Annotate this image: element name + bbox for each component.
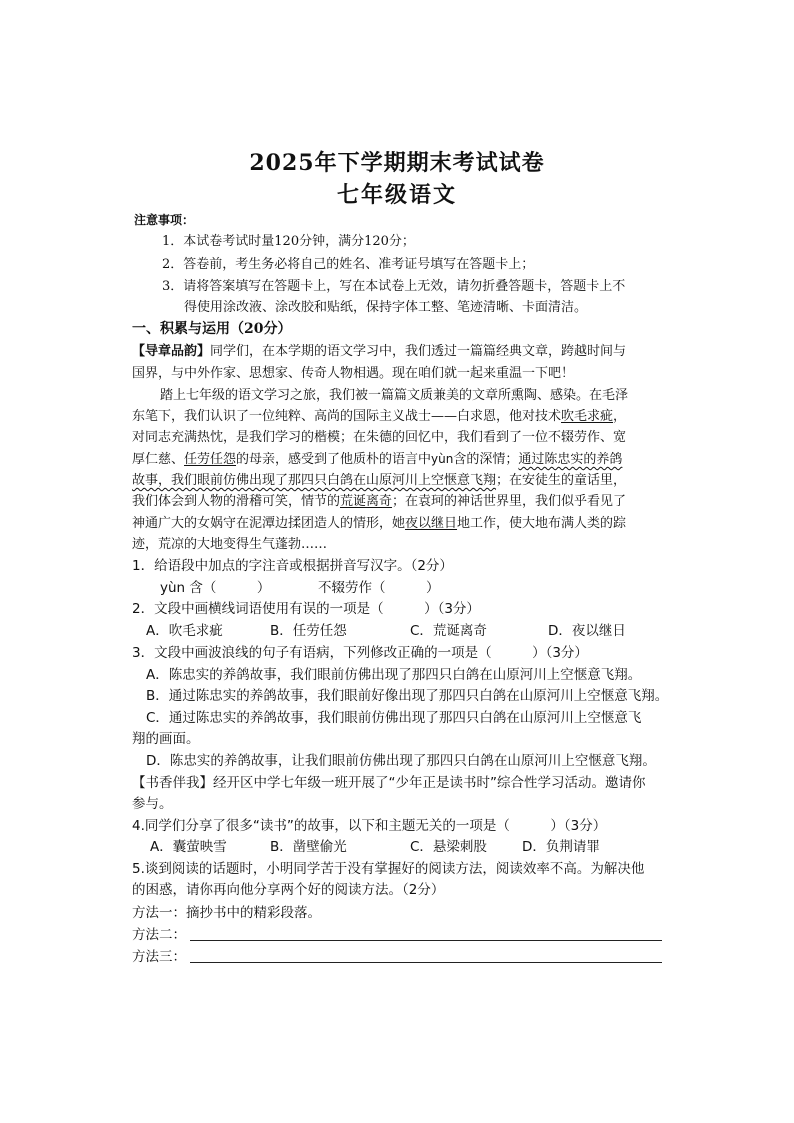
question-4-stem: 4.同学们分享了很多“读书”的故事，以下和主题无关的一项是（ ）（3分）: [132, 818, 607, 834]
question-5-stem: 5.谈到阅读的话题时，小明同学苦于没有掌握好的阅读方法，阅读效率不高。为解决他: [132, 861, 645, 877]
q2-option-c: C．荒诞离奇: [410, 623, 487, 639]
underlined-word: 吹毛求疵: [561, 409, 614, 424]
q3-option-d: D．陈忠实的养鸽故事，让我们眼前仿佛出现了那四只白鸽在山原河川上空惬意飞翔。: [146, 753, 656, 769]
book-fragment-line: 【书香伴我】经开区中学七年级一班开展了“少年正是读书时”综合性学习活动。邀请你: [132, 775, 646, 791]
question-1-stem: 1．给语段中加点的字注音或根据拼音写汉字。（2分）: [132, 558, 453, 574]
notice-item: 得使用涂改液、涂改胶和贴纸，保持字体工整、笔迹清晰、卡面清洁。: [184, 300, 588, 315]
q3-option-c-cont: 翔的画面。: [132, 731, 200, 747]
q2-option-d: D．夜以继日: [548, 623, 626, 639]
passage-line: 神通广大的女娲守在泥潭边揉团造人的情形，她夜以继日地工作，使大地布满人类的踪: [132, 516, 627, 531]
underlined-word: 任劳任怨: [184, 452, 237, 467]
method-3-label: 方法三：: [132, 949, 186, 965]
passage-line: 故事，我们眼前仿佛出现了那四只白鸽在山原河川上空惬意飞翔；在安徒生的童话里，: [132, 473, 627, 488]
passage-line: 厚仁慈、任劳任怨的母亲，感受到了他质朴的语言中yùn含的深情；通过陈忠实的养鸽: [132, 452, 623, 467]
notice-heading: 注意事项：: [134, 213, 195, 227]
passage-line: 东笔下，我们认识了一位纯粹、高尚的国际主义战士——白求恩，他对技术吹毛求疵，: [132, 409, 627, 424]
q2-option-b: B．任劳任怨: [270, 623, 347, 639]
intro-line: 【导章品韵】同学们，在本学期的语文学习中，我们透过一篇篇经典文章，跨越时间与: [132, 344, 627, 359]
question-2-stem: 2．文段中画横线词语使用有误的一项是（ ）（3分）: [132, 601, 480, 617]
underlined-word: 夜以继日: [405, 516, 458, 531]
exam-title: 2025年下学期期末考试试卷: [249, 150, 545, 176]
q1-item-b: 不辍劳作（ ）: [318, 580, 440, 596]
exam-subtitle: 七年级语文: [336, 182, 457, 208]
wavy-sentence: 故事，我们眼前仿佛出现了那四只白鸽在山原河川上空惬意飞翔: [132, 473, 497, 488]
q3-option-b: B．通过陈忠实的养鸽故事，我们眼前好像出现了那四只白鸽在山原河川上空惬意飞翔。: [146, 688, 669, 704]
notice-item: 1．本试卷考试时量120分钟，满分120分；: [162, 234, 415, 249]
section-heading: 一、积累与运用（20分）: [132, 321, 292, 337]
q1-item-a: yùn 含（ ）: [160, 580, 271, 596]
wavy-sentence: 通过陈忠实的养鸽: [518, 452, 623, 467]
q3-option-c: C．通过陈忠实的养鸽故事，我们眼前仿佛出现了那四只白鸽在山原河川上空惬意飞: [146, 710, 642, 726]
method-1: 方法一：摘抄书中的精彩段落。: [132, 905, 321, 921]
question-5-stem-cont: 的困惑，请你再向他分享两个好的阅读方法。（2分）: [132, 882, 445, 898]
book-fragment-line: 参与。: [132, 796, 173, 812]
method-2-answer-line[interactable]: [190, 940, 662, 941]
passage-line: 我们体会到人物的滑稽可笑，情节的荒诞离奇；在袁珂的神话世界里，我们似乎看见了: [132, 494, 627, 509]
method-2-label: 方法二：: [132, 927, 186, 943]
passage-line: 对同志充满热忱，是我们学习的楷模；在朱德的回忆中，我们看到了一位不辍劳作、宽: [132, 430, 627, 445]
underlined-word: 荒诞离奇: [340, 494, 393, 509]
q4-option-b: B．凿壁偷光: [270, 839, 347, 855]
q4-option-d: D．负荆请罪: [522, 839, 600, 855]
method-3-answer-line[interactable]: [190, 962, 662, 963]
q3-option-a: A．陈忠实的养鸽故事，我们眼前仿佛出现了那四只白鸽在山原河川上空惬意飞翔。: [146, 667, 642, 683]
notice-item: 3．请将答案填写在答题卡上，写在本试卷上无效，请勿折叠答题卡，答题卡上不: [162, 279, 626, 294]
passage-line: 踏上七年级的语文学习之旅，我们被一篇篇文质兼美的文章所熏陶、感染。在毛泽: [160, 388, 629, 403]
passage-line: 迹，荒凉的大地变得生气蓬勃……: [132, 537, 328, 552]
notice-item: 2．答卷前，考生务必将自己的姓名、准考证号填写在答题卡上；: [162, 257, 535, 272]
intro-line: 国界，与中外作家、思想家、传奇人物相遇。现在咱们就一起来重温一下吧！: [132, 366, 575, 381]
q4-option-c: C．悬梁刺股: [410, 839, 487, 855]
pinyin: yùn: [431, 452, 454, 466]
intro-tag: 【导章品韵】: [132, 344, 211, 359]
question-3-stem: 3．文段中画波浪线的句子有语病，下列修改正确的一项是（ ）（3分）: [132, 645, 588, 661]
q4-option-a: A．囊萤映雪: [150, 839, 227, 855]
q2-option-a: A．吹毛求疵: [146, 623, 223, 639]
